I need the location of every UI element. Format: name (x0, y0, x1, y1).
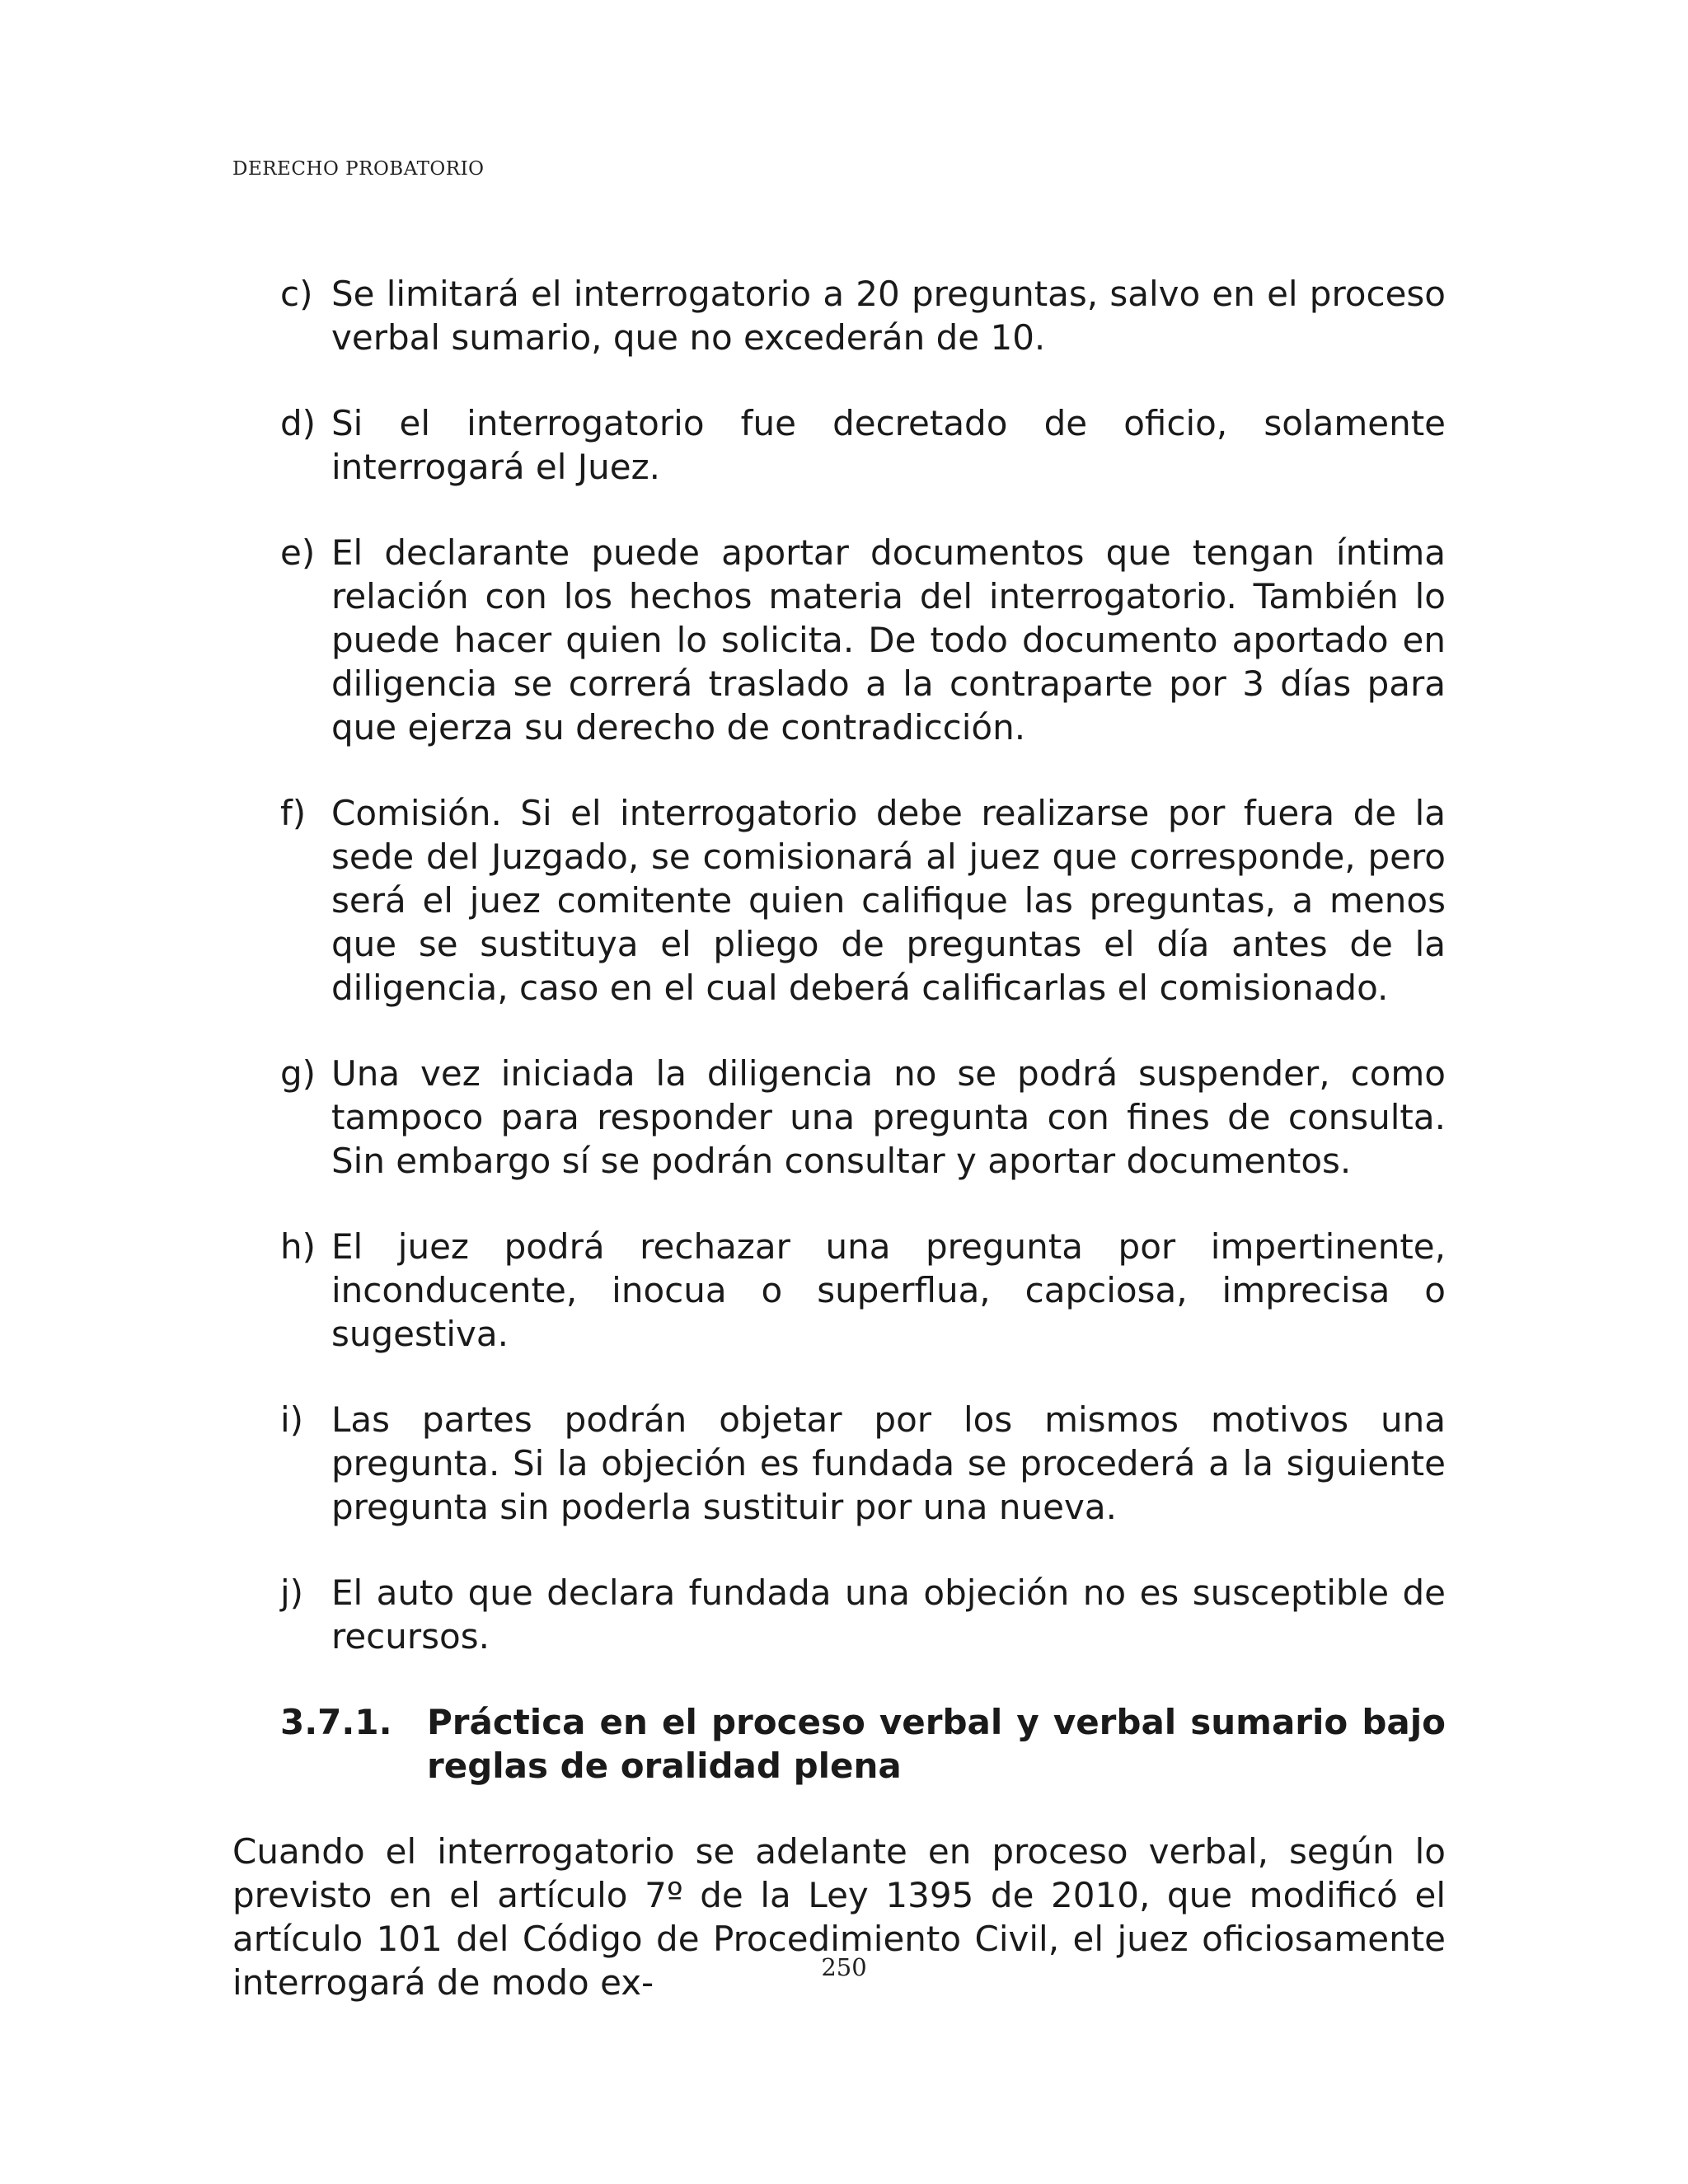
list-item-text: Las partes podrán objetar por los mismos motivos una pregunta. Si la objeción es fundada se procederá a la siguiente pregunta sin poderla sustituir por una nueva. (331, 1399, 1446, 1527)
list-marker: f) (280, 793, 307, 833)
list-item-c (232, 272, 1446, 359)
list-marker: e) (280, 532, 316, 573)
list-item-e (232, 531, 1446, 749)
list-item-text: Una vez iniciada la diligencia no se podrá suspender, como tampoco para responder una pregunta con fines de consulta. Sin embargo sí se podrán consultar y aportar documentos. (331, 1053, 1446, 1181)
subsection-number: 3.7.1. (280, 1702, 392, 1742)
list-item-text: El juez podrá rechazar una pregunta por impertinente, inconducente, inocua o superflua, capciosa, imprecisa o sugestiva. (331, 1226, 1446, 1354)
subsection-heading (280, 1700, 1446, 1788)
list-item-text: El auto que declara fundada una objeción no es susceptible de recursos. (331, 1572, 1446, 1657)
body-paragraph: Cuando el interrogatorio se adelante en proceso verbal, según lo previsto en el artículo 7º de la Ley 1395 de 2010, que modificó el artículo 101 del Código de Procedimiento Civil, el juez oficiosamente interrogará de modo ex- (232, 1831, 1446, 2003)
list-item-text: Si el interrogatorio fue decretado de oficio, solamente interrogará el Juez. (331, 403, 1446, 487)
list-marker: g) (280, 1053, 316, 1094)
list-item-i (232, 1398, 1446, 1529)
list-item-j (232, 1571, 1446, 1658)
list-marker: j) (280, 1572, 304, 1613)
list-item-d (232, 401, 1446, 489)
list-item-g (232, 1052, 1446, 1183)
list-marker: c) (280, 274, 313, 314)
subsection-title: Práctica en el proceso verbal y verbal sumario bajo reglas de oralidad plena (427, 1702, 1446, 1786)
running-header: DERECHO PROBATORIO (232, 158, 485, 180)
list-item-h (232, 1225, 1446, 1356)
list-item-text: Se limitará el interrogatorio a 20 preguntas, salvo en el proceso verbal sumario, que no excederán de 10. (331, 274, 1446, 358)
list-marker: d) (280, 403, 316, 443)
list-marker: i) (280, 1399, 304, 1440)
list-item-text: El declarante puede aportar documentos que tengan íntima relación con los hechos materia del interrogatorio. También lo puede hacer quien lo solicita. De todo documento aportado en diligencia se correrá traslado a la contraparte por 3 días para que ejerza su derecho de contradicción. (331, 532, 1446, 748)
list-item-f (232, 791, 1446, 1010)
page-number: 250 (821, 1953, 867, 1981)
list-item-text: Comisión. Si el interrogatorio debe realizarse por fuera de la sede del Juzgado, se comisionará al juez que corresponde, pero será el juez comitente quien califique las preguntas, a menos que se sustituya el pliego de preguntas el día antes de la diligencia, caso en el cual deberá calificarlas el comisionado. (331, 793, 1446, 1008)
list-marker: h) (280, 1226, 316, 1267)
page-content (232, 272, 1446, 2004)
